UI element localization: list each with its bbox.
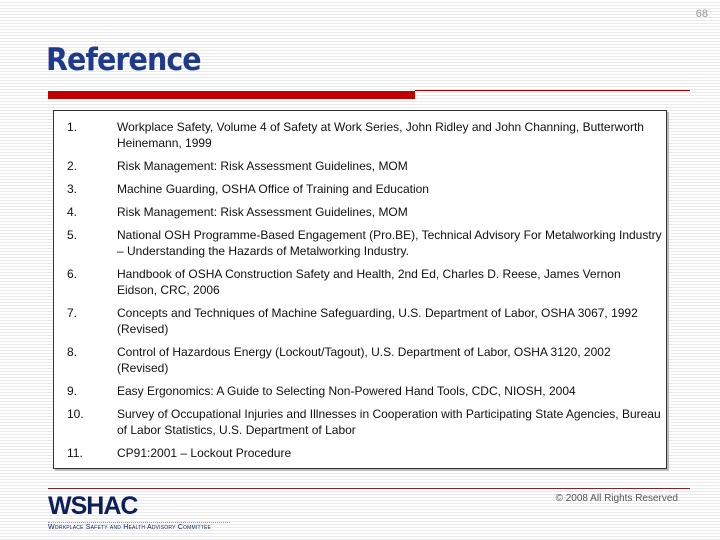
reference-number: 11. xyxy=(67,446,83,460)
reference-item xyxy=(54,445,666,468)
reference-item xyxy=(54,266,666,305)
reference-text: Risk Management: Risk Assessment Guidelines, MOM xyxy=(117,205,408,219)
reference-text: CP91:2001 – Lockout Procedure xyxy=(117,446,292,460)
reference-item xyxy=(54,344,666,383)
reference-text: Control of Hazardous Energy (Lockout/Tagout), U.S. Department of Labor, OSHA 3120, 2002 (Revised) xyxy=(117,345,611,375)
reference-item xyxy=(54,204,666,227)
reference-item xyxy=(54,305,666,344)
reference-number: 7. xyxy=(67,306,78,320)
reference-number: 1. xyxy=(67,120,78,134)
reference-text: Machine Guarding, OSHA Office of Training and Education xyxy=(117,182,429,196)
reference-number: 6. xyxy=(67,267,78,281)
reference-text: Concepts and Techniques of Machine Safeguarding, U.S. Department of Labor, OSHA 3067, 1992 (Revised) xyxy=(117,306,638,336)
reference-item xyxy=(54,181,666,204)
reference-item xyxy=(54,227,666,266)
reference-number: 2. xyxy=(67,159,78,173)
reference-list xyxy=(54,111,666,468)
wshac-logo-subtitle: Workplace Safety and Health Advisory Committee xyxy=(48,522,230,531)
reference-number: 10. xyxy=(67,407,84,421)
reference-text: Survey of Occupational Injuries and Illnesses in Cooperation with Participating State Agencies, Bureau of Labor Statistics, U.S. Department of Labor xyxy=(117,407,661,437)
reference-text: Risk Management: Risk Assessment Guidelines, MOM xyxy=(117,159,408,173)
reference-text: Workplace Safety, Volume 4 of Safety at Work Series, John Ridley and John Channing, Butterworth Heinemann, 1999 xyxy=(117,120,644,150)
page-title: Reference xyxy=(46,42,201,78)
reference-number: 5. xyxy=(67,228,78,242)
reference-list-box xyxy=(53,110,667,469)
copyright-notice: © 2008 All Rights Reserved xyxy=(555,493,678,504)
reference-text: Handbook of OSHA Construction Safety and Health, 2nd Ed, Charles D. Reese, James Vernon Eidson, CRC, 2006 xyxy=(117,267,621,297)
reference-text: National OSH Programme-Based Engagement (Pro.BE), Technical Advisory For Metalworking Industry – Understanding the Hazards of Metalworking Industry. xyxy=(117,228,662,258)
reference-item xyxy=(54,119,666,158)
reference-number: 8. xyxy=(67,345,78,359)
reference-item xyxy=(54,383,666,406)
reference-number: 4. xyxy=(67,205,78,219)
reference-item xyxy=(54,406,666,445)
title-underline-accent xyxy=(48,91,415,99)
page-number: 68 xyxy=(695,8,708,20)
reference-number: 3. xyxy=(67,182,78,196)
reference-text: Easy Ergonomics: A Guide to Selecting Non-Powered Hand Tools, CDC, NIOSH, 2004 xyxy=(117,384,576,398)
reference-number: 9. xyxy=(67,384,78,398)
wshac-logo: WSHAC xyxy=(48,492,138,520)
reference-item xyxy=(54,158,666,181)
title-underline-thin xyxy=(415,90,690,91)
footer-divider xyxy=(48,488,690,489)
